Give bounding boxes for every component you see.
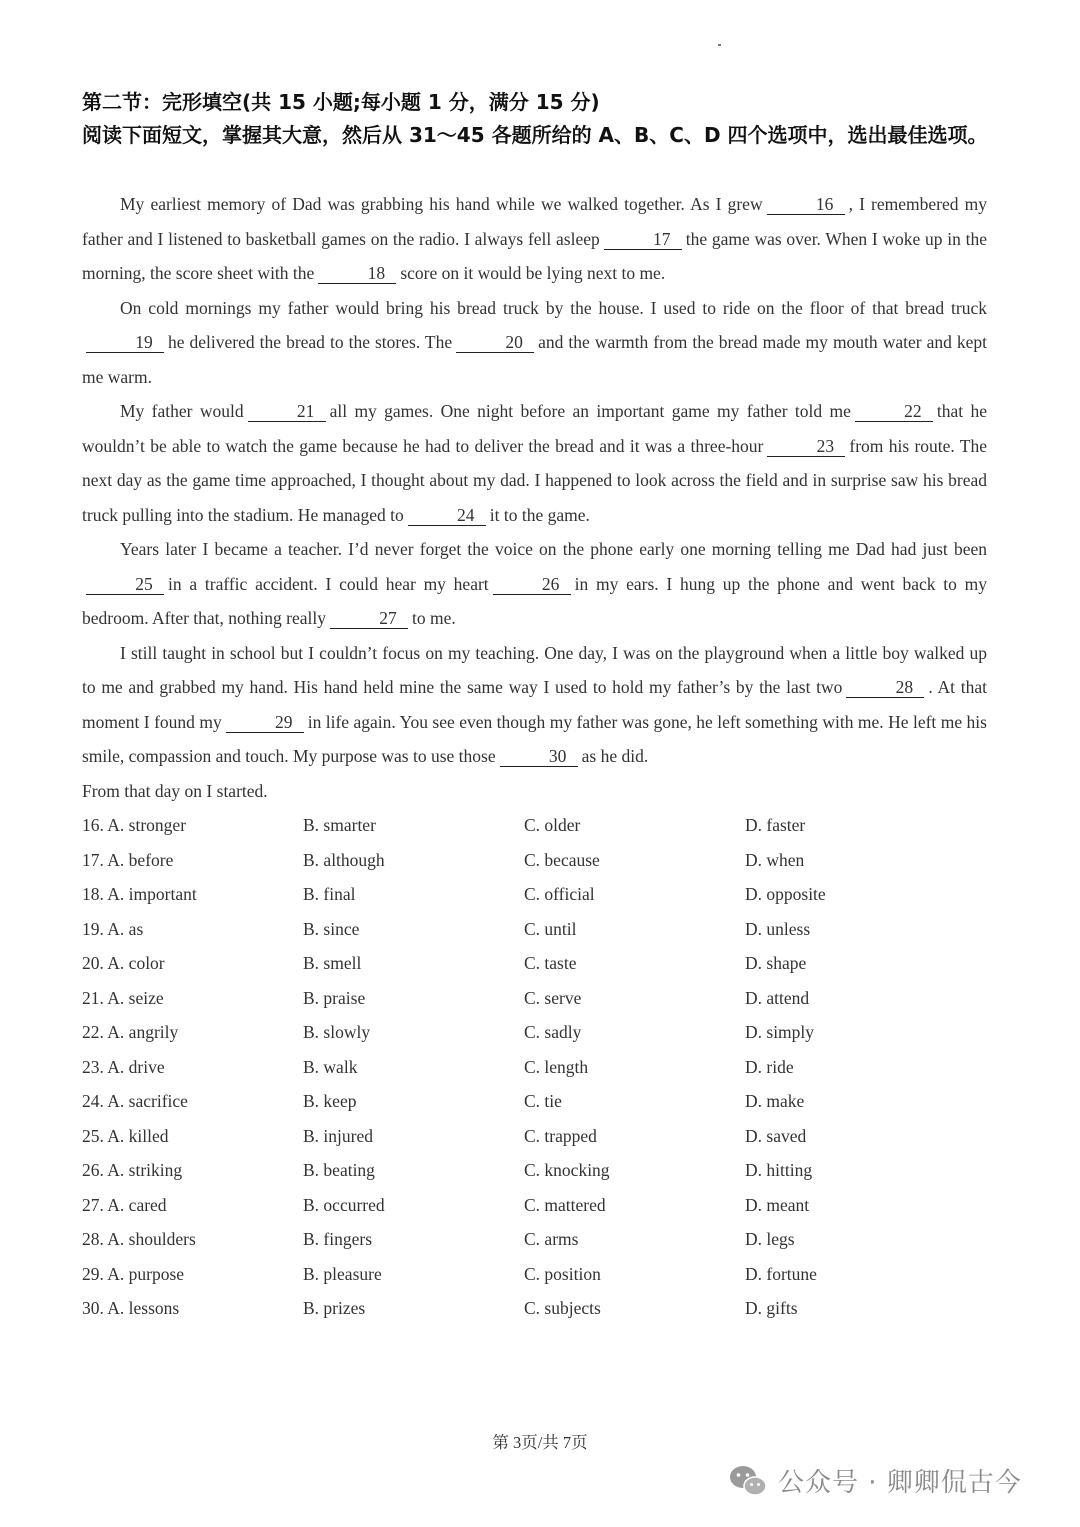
option-d: D. shape (745, 953, 807, 973)
option-row (82, 981, 982, 1016)
blank-25: 25 (86, 574, 164, 595)
option-b: B. fingers (303, 1229, 373, 1249)
option-c: C. older (524, 815, 581, 835)
option-c: C. taste (524, 953, 577, 973)
option-d: D. faster (745, 815, 806, 835)
blank-17: 17 (604, 229, 682, 250)
option-b: B. walk (303, 1056, 358, 1077)
option-c: C. subjects (524, 1298, 601, 1318)
option-a: 17. A. before (82, 849, 174, 870)
option-c: C. position (524, 1263, 601, 1284)
option-row (82, 1222, 982, 1257)
option-b: B. pleasure (303, 1263, 382, 1284)
option-row (82, 1257, 982, 1292)
text-span: My father would (120, 401, 244, 421)
text-span: the game was over. When I woke up in the morning, the score sheet with the (82, 228, 987, 283)
text-span: . At that moment I found my (82, 677, 987, 732)
option-c: C. length (524, 1056, 589, 1077)
option-d: D. saved (745, 1125, 807, 1146)
blank-24: 24 (408, 505, 486, 526)
wechat-icon (728, 1464, 768, 1498)
text-span: he delivered the bread to the stores. The (168, 332, 453, 352)
option-row (82, 946, 982, 981)
watermark-text: 公众号 · 卿卿侃古今 (778, 1468, 1022, 1498)
option-a: 18. A. important (82, 884, 197, 904)
option-a: 23. A. drive (82, 1056, 165, 1077)
text-span: it to the game. (489, 504, 590, 525)
option-a: 21. A. seize (82, 987, 164, 1008)
option-row (82, 808, 982, 843)
option-d: D. make (745, 1091, 805, 1111)
option-c: C. sadly (524, 1022, 582, 1042)
passage (82, 187, 987, 808)
text-span: in life again. You see even though my father was gone, he left something with me. He left me his smile, compassion and touch. My purpose was to use those (82, 711, 987, 766)
paragraph-2 (82, 291, 987, 395)
blank-21: 21 (248, 401, 326, 422)
blank-27: 27 (330, 608, 408, 629)
paragraph-6: From that day on I started. (82, 780, 268, 801)
option-row (82, 1050, 982, 1085)
option-row (82, 1188, 982, 1223)
blank-30: 30 (500, 746, 578, 767)
option-c: C. tie (524, 1091, 562, 1111)
paragraph-1 (82, 187, 987, 291)
option-b: B. slowly (303, 1022, 371, 1042)
option-b: B. praise (303, 987, 366, 1008)
option-b: B. final (303, 884, 356, 904)
option-a: 22. A. angrily (82, 1022, 179, 1042)
option-d: D. unless (745, 918, 811, 939)
option-c: C. official (524, 884, 595, 904)
option-c: C. knocking (524, 1160, 610, 1180)
paragraph-3 (82, 394, 987, 532)
text-span: in my ears. I hung up the phone and went back to my bedroom. After that, nothing really (82, 573, 987, 628)
option-c: C. trapped (524, 1125, 597, 1146)
option-d: D. simply (745, 1022, 815, 1042)
text-span: as he did. (581, 746, 649, 766)
option-c: C. serve (524, 987, 582, 1008)
option-row (82, 1153, 982, 1188)
option-a: 29. A. purpose (82, 1263, 185, 1284)
option-row (82, 843, 982, 878)
text-span: from his route. The next day as the game time approached, I thought about my dad. I happened to look across the field and in surprise saw his bread truck pulling into the stadium. He managed to (82, 435, 987, 525)
option-a: 20. A. color (82, 953, 165, 973)
text-span: in a traffic accident. I could hear my heart (168, 573, 489, 594)
blank-16: 16 (767, 194, 845, 215)
option-b: B. smell (303, 953, 362, 973)
text-span: I still taught in school but I couldn’t focus on my teaching. One day, I was on the playground when a little boy walked up to me and grabbed my hand. His hand held mine the same way I used to hold my father’s by the last two (82, 642, 987, 697)
text-span: My earliest memory of Dad was grabbing his hand while we walked together. As I grew (120, 194, 763, 214)
text-span: score on it would be lying next to me. (400, 263, 666, 283)
option-d: D. meant (745, 1194, 810, 1215)
option-c: C. mattered (524, 1194, 606, 1215)
scan-speck (718, 44, 721, 46)
blank-20: 20 (456, 332, 534, 353)
paragraph-4 (82, 532, 987, 636)
option-row (82, 1119, 982, 1154)
blank-26: 26 (493, 574, 571, 595)
text-span: that he wouldn’t be able to watch the game because he had to deliver the bread and it was a three-hour (82, 401, 987, 456)
blank-18: 18 (318, 263, 396, 284)
option-d: D. gifts (745, 1298, 798, 1318)
text-span: Years later I became a teacher. I’d never forget the voice on the phone early one morning telling me Dad had just been (120, 539, 987, 559)
option-c: C. arms (524, 1229, 579, 1249)
option-row (82, 1015, 982, 1050)
text-span: and the warmth from the bread made my mouth water and kept me warm. (82, 332, 987, 387)
option-d: D. fortune (745, 1263, 817, 1284)
option-b: B. keep (303, 1091, 357, 1111)
option-c: C. because (524, 849, 600, 870)
option-a: 19. A. as (82, 918, 144, 939)
option-b: B. occurred (303, 1194, 385, 1215)
blank-29: 29 (226, 712, 304, 733)
option-b: B. since (303, 918, 360, 939)
option-row (82, 1084, 982, 1119)
blank-23: 23 (767, 436, 845, 457)
text-span: all my games. One night before an important game my father told me (329, 401, 851, 421)
option-a: 28. A. shoulders (82, 1229, 196, 1249)
text-span: to me. (411, 608, 456, 628)
option-b: B. injured (303, 1125, 373, 1146)
option-b: B. beating (303, 1160, 375, 1180)
option-a: 24. A. sacrifice (82, 1091, 188, 1111)
section-instruction: 阅读下面短文，掌握其大意，然后从 31～45 各题所给的 A、B、C、D 四个选项中，选出最佳选项。 (82, 123, 988, 147)
option-d: D. opposite (745, 884, 826, 904)
option-row (82, 877, 982, 912)
page-number: 第 3页/共 7页 (492, 1433, 588, 1452)
option-b: B. smarter (303, 815, 376, 835)
option-d: D. when (745, 849, 805, 870)
text-span: , I remembered my father and I listened to basketball games on the radio. I always fell asleep (82, 194, 988, 249)
option-b: B. prizes (303, 1298, 366, 1318)
option-a: 26. A. striking (82, 1160, 183, 1180)
section-title: 第二节：完形填空(共 15 小题;每小题 1 分，满分 15 分) (82, 90, 600, 114)
option-a: 25. A. killed (82, 1125, 169, 1146)
option-d: D. legs (745, 1229, 795, 1249)
option-d: D. hitting (745, 1160, 813, 1180)
blank-22: 22 (855, 401, 933, 422)
watermark (728, 1462, 1022, 1499)
option-a: 16. A. stronger (82, 815, 187, 835)
option-d: D. attend (745, 987, 810, 1008)
option-row (82, 1291, 982, 1326)
option-d: D. ride (745, 1056, 794, 1077)
option-a: 30. A. lessons (82, 1298, 180, 1318)
text-span: On cold mornings my father would bring his bread truck by the house. I used to ride on the floor of that bread truck (120, 297, 987, 318)
options-list (82, 808, 982, 1326)
option-b: B. although (303, 849, 385, 870)
option-row (82, 912, 982, 947)
option-c: C. until (524, 918, 577, 939)
blank-19: 19 (86, 332, 164, 353)
blank-28: 28 (846, 677, 924, 698)
option-a: 27. A. cared (82, 1194, 167, 1215)
paragraph-5 (82, 636, 987, 774)
